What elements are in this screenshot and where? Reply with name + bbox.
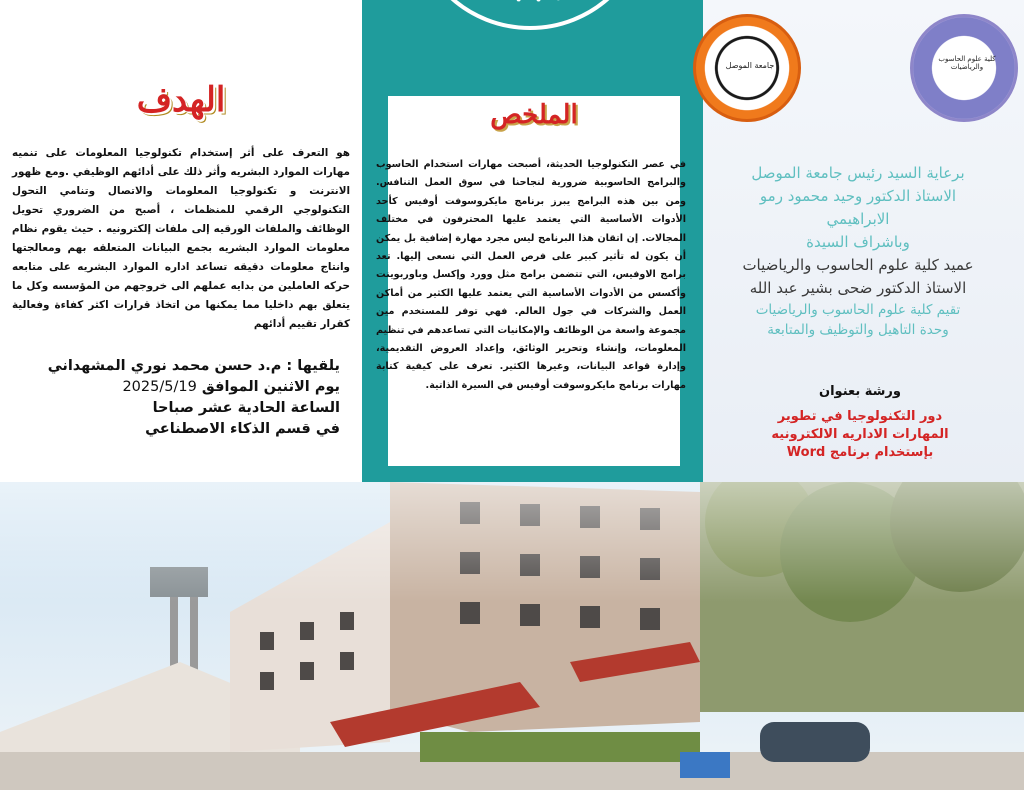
- patron-line-2: الاستاذ الدكتور وحيد محمود رمو: [759, 187, 957, 205]
- patron-line-4: وباشراف السيدة: [806, 233, 910, 251]
- campus-building-photo: [0, 482, 1024, 790]
- campus-building-illustration: [0, 482, 1024, 790]
- patron-line-6: الاستاذ الدكتور ضحى بشير عبد الله: [749, 279, 967, 297]
- patron-panel: [703, 0, 1024, 482]
- speaker-date-line: [20, 377, 340, 398]
- dotted-arc-decoration: [380, 0, 680, 60]
- workshop-title-line-2: المهارات الاداريه الالكترونيه: [771, 427, 949, 442]
- speaker-time: الساعة الحادية عشر صباحا: [152, 400, 340, 416]
- college-logo-label: كلية علوم الحاسوب والرياضيات: [938, 55, 996, 71]
- speaker-day: يوم الاثنين الموافق: [201, 379, 340, 395]
- workshop-title: [710, 408, 1010, 462]
- workshop-label: ورشة بعنوان: [819, 384, 901, 399]
- university-logo: [693, 14, 801, 122]
- goal-text: هو التعرف على أثر إستخدام تكنولوجيا المعلومات على تنميه مهارات الموارد البشريه وأثر ذلك على أدائهم الوظيفي .ومع ظهور الانترنت و تكنولوجيا المعلومات والاتصال وتنامي التحول التكنولوجي الرقمي للمنظمات ، أصبح من الضروري تحويل الوظائف والملفات الورقيه إلى ملفات إلكترونيه . حيث يقوم نظام معلومات الموارد البشريه بجمع البيانات المتعلقه بهم ومعالجتها وانتاج معلومات دقيقه تساعد اداره الموارد البشريه على متابعه حركه العاملين من بدايه عملهم الى خروجهم من المؤسسه وكل ما يتعلق بهم داخليا مما يمكنها من اتخاذ قرارات اكثر كفاءة وفعالية كقرار تقييم أدائهم: [12, 147, 350, 330]
- patron-line-1: برعاية السيد رئيس جامعة الموصل: [751, 164, 965, 182]
- workshop-title-line-1: دور التكنولوجيا في تطوير: [777, 409, 943, 424]
- speaker-name: يلقيها : م.د حسن محمد نوري المشهداني: [47, 358, 340, 374]
- patron-line-3: الابراهيمي: [826, 210, 890, 228]
- goal-title: الهدف: [136, 80, 226, 120]
- summary-text: في عصر التكنولوجيا الحديثة، أصبحت مهارات استخدام الحاسوب والبرامج الحاسوبية ضرورية لنجاحنا في سوق العمل التنافس. ومن بين هذه البرامج يبرز برنامج مايكروسوفت أوفيس كأحد الأدوات الأساسية التي يعتمد عليها المحترفون في مختلف المجالات. إن اتقان هذا البرنامج ليس مجرد مهارة إضافية بل يمكن أن يكون له تأثير كبير على فرص العمل التي نسعى إليها. تعد برامج الاوفيس، التي تتضمن برامج مثل وورد وإكسل وباوربوينت وأكسس من الأدوات الأساسية التي يعتمد عليها الكثير من أماكن العمل والشركات في جول العالم. فهي توفر للمستخدم مين مجموعة واسعة من الوظائف والإمكانيات التي تساعدهم في تنظيم المعلومات، وإنشاء وتحرير الوثائق، وإعداد العروض التقديمية، وإدارة قواعد البيانات، وغيرها الكثير. تعرف على كيفية كتابة مهارات برنامج مايكروسوفت أوفيس في السيرة الذاتية.: [376, 159, 686, 391]
- patron-line-7: تقيم كلية علوم الحاسوب والرياضيات: [755, 302, 961, 318]
- speaker-location: في قسم الذكاء الاصطناعي: [145, 421, 340, 437]
- speaker-date: 2025/5/19: [122, 379, 197, 395]
- college-logo: [910, 14, 1018, 122]
- summary-title: الملخص: [490, 100, 578, 130]
- goal-panel: [0, 0, 362, 482]
- patron-line-8: وحدة التاهيل والتوظيف والمتابعة: [767, 322, 949, 338]
- patronage-block: [708, 162, 1008, 340]
- speaker-info: [20, 356, 340, 440]
- decorative-dot: [517, 0, 521, 1]
- summary-panel: [362, 0, 703, 482]
- university-logo-label: جامعة الموصل: [725, 61, 775, 70]
- patron-line-5: عميد كلية علوم الحاسوب والرياضيات: [742, 256, 974, 274]
- workshop-title-line-3: بإستخدام برنامج Word: [786, 445, 934, 460]
- decorative-dot: [537, 0, 541, 2]
